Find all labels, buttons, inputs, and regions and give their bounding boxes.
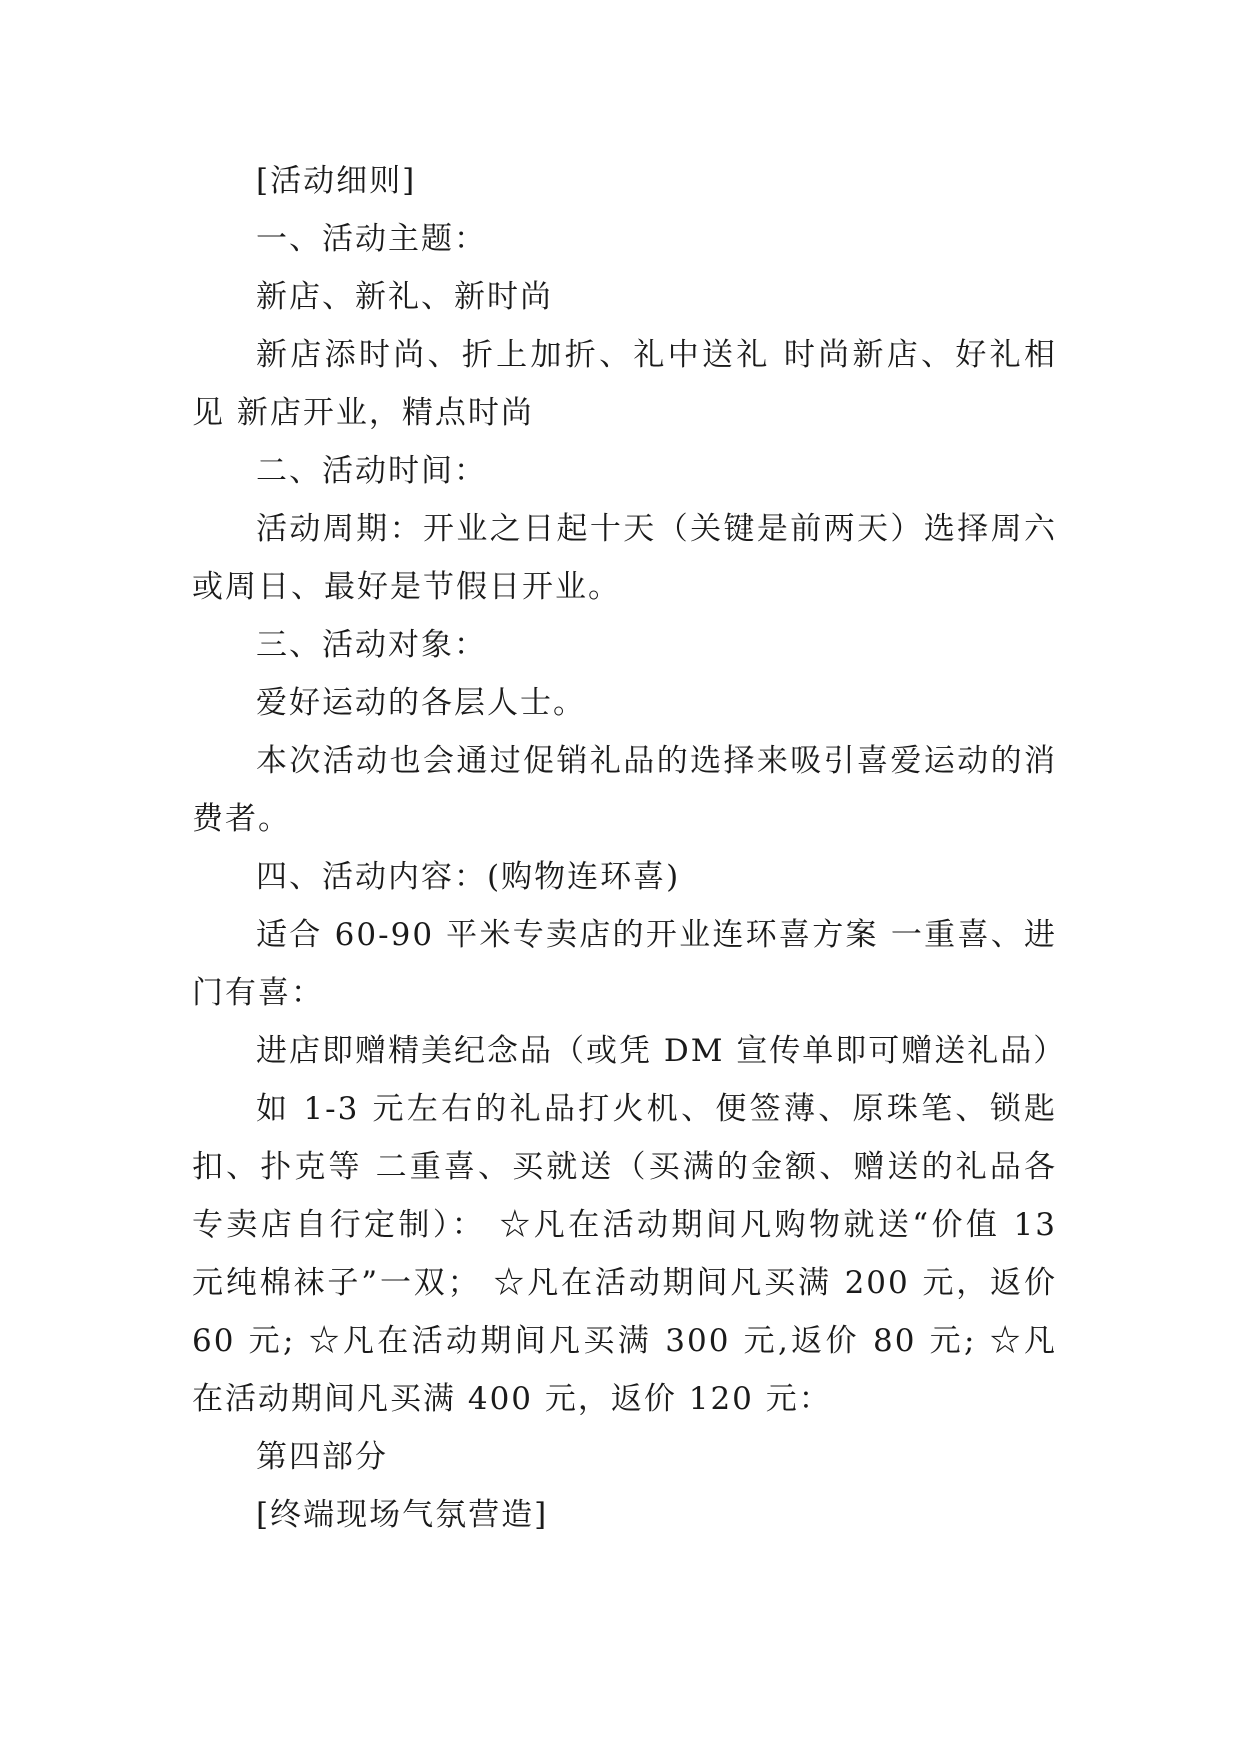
heading-activity-theme: 一、活动主题： (256, 221, 487, 257)
paragraph-target-gifts: 本次活动也会通过促销礼品的选择来吸引喜爱运动的消费者。 (192, 743, 1057, 837)
heading-part-four: 第四部分 (256, 1439, 388, 1475)
heading-activity-time: 二、活动时间： (256, 453, 487, 489)
paragraph-store-plan: 适合 60-90 平米专卖店的开业连环喜方案 一重喜、进门有喜： (192, 917, 1057, 1011)
heading-activity-target: 三、活动对象： (256, 627, 487, 663)
paragraph-target-audience: 爱好运动的各层人士。 (256, 685, 586, 721)
document-body (192, 152, 1067, 1544)
section-heading-activity-rules: [活动细则] (256, 163, 417, 199)
paragraph-theme-slogan: 新店、新礼、新时尚 (256, 279, 553, 315)
paragraph-entry-gift: 进店即赠精美纪念品（或凭 DM 宣传单即可赠送礼品） (256, 1033, 1067, 1069)
section-heading-atmosphere: [终端现场气氛营造] (256, 1497, 549, 1533)
paragraph-theme-slogans-list: 新店添时尚、折上加折、礼中送礼 时尚新店、好礼相见 新店开业，精点时尚 (192, 337, 1057, 431)
heading-activity-content: 四、活动内容：(购物连环喜) (256, 859, 681, 895)
paragraph-activity-period: 活动周期：开业之日起十天（关键是前两天）选择周六或周日、最好是节假日开业。 (192, 511, 1057, 605)
paragraph-gift-details: 如 1-3 元左右的礼品打火机、便签薄、原珠笔、锁匙扣、扑克等 二重喜、买就送（买满的金额、赠送的礼品各专卖店自行定制）： ☆凡在活动期间凡购物就送“价值 13 元纯棉袜子”一双； ☆凡在活动期间凡买满 200 元，返价 60 元; ☆凡在活动期间凡买满 300 元,返价 80 元; ☆凡在活动期间凡买满 400 元，返价 120 元： (192, 1091, 1057, 1417)
